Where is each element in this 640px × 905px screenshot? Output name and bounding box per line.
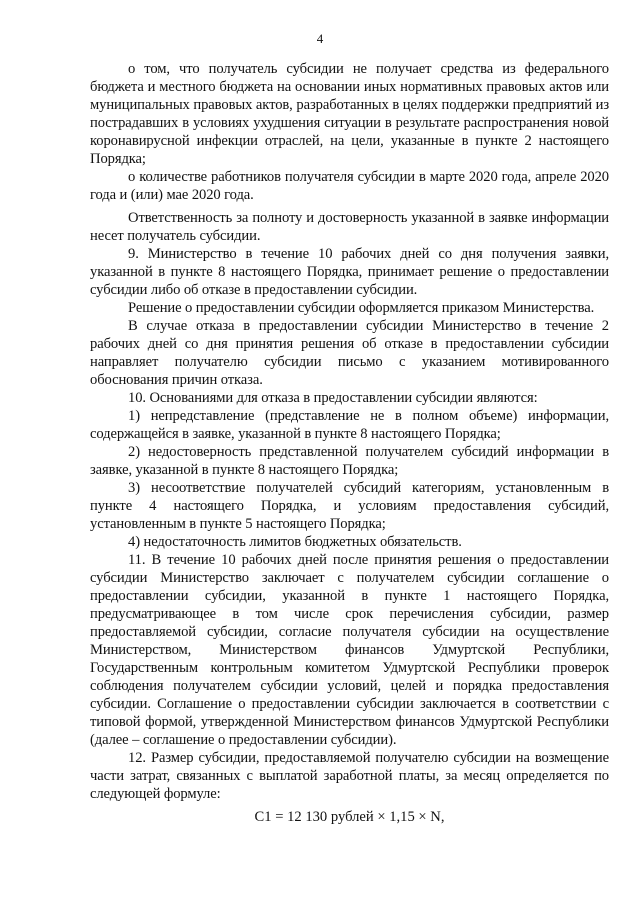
list-item-refusal-2: 2) недостоверность представленной получателем субсидий информации в заявке, указанной в пункте 8 настоящего Порядка; (90, 444, 609, 478)
paragraph-employee-count: о количестве работников получателя субсидии в марте 2020 года, апреле 2020 года и (или) мае 2020 года. (90, 169, 609, 203)
document-body (90, 60, 609, 803)
paragraph-clause-10: 10. Основаниями для отказа в предоставлении субсидии являются: (128, 390, 538, 406)
paragraph-clause-9: 9. Министерство в течение 10 рабочих дней со дня получения заявки, указанной в пункте 8 настоящего Порядка, принимает решение о предоставлении субсидии либо об отказе в предоставлении субсидии. (90, 246, 609, 298)
list-item-refusal-1: 1) непредставление (представление не в полном объеме) информации, содержащейся в заявке, указанной в пункте 8 настоящего Порядка; (90, 408, 609, 442)
subsidy-formula: C1 = 12 130 рублей × 1,15 × N, (254, 809, 445, 825)
paragraph-responsibility: Ответственность за полноту и достоверность указанной в заявке информации несет получатель субсидии. (90, 210, 609, 244)
paragraph-no-other-funds: о том, что получатель субсидии не получает средства из федерального бюджета и местного бюджета на основании иных нормативных правовых актов или муниципальных правовых актов, разработанных в целях поддержки предприятий из пострадавших в условиях ухудшения ситуации в результате распространения новой коронавирусной инфекции отраслей, на цели, указанные в пункте 2 настоящего Порядка; (90, 61, 609, 167)
list-item-refusal-3: 3) несоответствие получателей субсидий категориям, установленным в пункте 4 настоящего Порядка, и условиям предоставления субсидий, установленным в пункте 5 настоящего Порядка; (90, 480, 609, 532)
list-item-refusal-4: 4) недостаточность лимитов бюджетных обязательств. (128, 534, 462, 550)
paragraph-clause-11: 11. В течение 10 рабочих дней после принятия решения о предоставлении субсидии Министерство заключает с получателем субсидии соглашение о предоставлении субсидии, указанной в пункте 1 настоящего Порядка, предусматривающее в том числе срок перечисления субсидии, размер предоставляемой субсидии, согласие получателя субсидии на осуществление Министерством, Министерством финансов Удмуртской Республики, Государственным контрольным комитетом Удмуртской Республики проверок соблюдения получателем субсидии условий, целей и порядка предоставления субсидии. Соглашение о предоставлении субсидии заключается в соответствии с типовой формой, утвержденной Министерством финансов Удмуртской Республики (далее – соглашение о предоставлении субсидии). (90, 552, 609, 748)
paragraph-decision-order: Решение о предоставлении субсидии оформляется приказом Министерства. (128, 300, 595, 316)
page-number: 4 (316, 31, 324, 46)
paragraph-clause-12: 12. Размер субсидии, предоставляемой получателю субсидии на возмещение части затрат, связанных с выплатой заработной платы, за месяц определяется по следующей формуле: (90, 750, 609, 802)
paragraph-refusal-letter: В случае отказа в предоставлении субсидии Министерство в течение 2 рабочих дней со дня принятия решения об отказе в предоставлении субсидии направляет получателю субсидии письмо с указанием мотивированного обоснования причин отказа. (90, 318, 609, 388)
